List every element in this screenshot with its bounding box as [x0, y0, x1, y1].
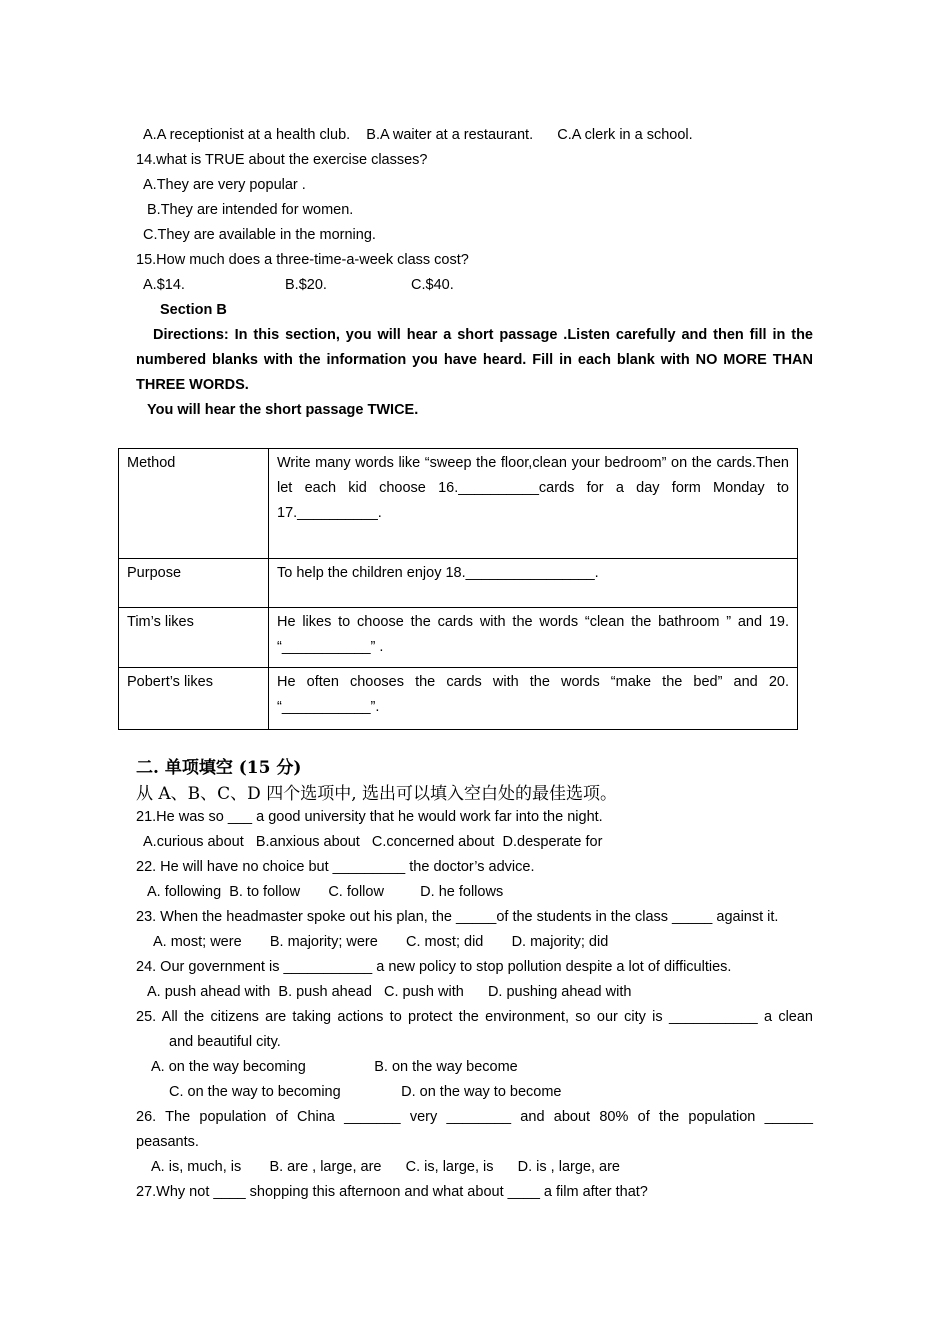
- q15-option-c: C.$40.: [411, 277, 454, 293]
- table-row: [119, 449, 798, 559]
- row-label-tim: Tim’s likes: [119, 608, 269, 668]
- q26-options: A. is, much, is B. are , large, are C. is, large, is D. is , large, are: [151, 1159, 620, 1175]
- row-content-method: Write many words like “sweep the floor,clean your bedroom” on the cards.Then let each kid choose 16.__________cards for a day form Monday to 17.__________.: [269, 449, 798, 559]
- row-label-pobert: Pobert’s likes: [119, 668, 269, 730]
- directions-line-1: Directions: In this section, you will hear a short passage .Listen carefully and then fill in the: [153, 327, 813, 343]
- q21-options: A.curious about B.anxious about C.concerned about D.desperate for: [143, 834, 603, 850]
- row-label-purpose: Purpose: [119, 559, 269, 608]
- table-row: [119, 668, 798, 730]
- q23-options: A. most; were B. majority; were C. most; did D. majority; did: [153, 934, 609, 950]
- table-row: [119, 608, 798, 668]
- q26-stem: 26. The population of China _______ very ________ and about 80% of the population ______: [136, 1109, 813, 1125]
- section-b-title: Section B: [160, 302, 227, 318]
- q27-stem: 27.Why not ____ shopping this afternoon and what about ____ a film after that?: [136, 1184, 648, 1200]
- row-label-method: Method: [119, 449, 269, 559]
- q25-options-1: A. on the way becoming B. on the way become: [151, 1059, 518, 1075]
- q21-stem: 21.He was so ___ a good university that he would work far into the night.: [136, 809, 603, 825]
- q15-option-b: B.$20.: [285, 277, 327, 293]
- row-content-tim: He likes to choose the cards with the words “clean the bathroom ” and 19. “___________” .: [269, 608, 798, 668]
- q13-options: A.A receptionist at a health club. B.A waiter at a restaurant. C.A clerk in a school.: [143, 127, 693, 143]
- q22-options: A. following B. to follow C. follow D. he follows: [147, 884, 504, 900]
- q23-stem: 23. When the headmaster spoke out his plan, the _____of the students in the class _____ against it.: [136, 909, 779, 925]
- directions-line-3: THREE WORDS.: [136, 377, 249, 393]
- q15-question: 15.How much does a three-time-a-week class cost?: [136, 252, 469, 268]
- q25-options-2: C. on the way to becoming D. on the way to become: [169, 1084, 562, 1100]
- listening-table: [118, 448, 798, 730]
- q14-question: 14.what is TRUE about the exercise classes?: [136, 152, 428, 168]
- q15-option-a: A.$14.: [143, 277, 185, 293]
- q22-stem: 22. He will have no choice but _________ the doctor’s advice.: [136, 859, 535, 875]
- row-content-purpose: To help the children enjoy 18.________________.: [269, 559, 798, 608]
- q14-option-b: B.They are intended for women.: [147, 202, 354, 218]
- part2-instruction: 从 A、B、C、D 四个选项中, 选出可以填入空白处的最佳选项。: [136, 784, 618, 804]
- q25-stem: 25. All the citizens are taking actions to protect the environment, so our city is ___________ a clean: [136, 1009, 813, 1025]
- table-row: [119, 559, 798, 608]
- q24-stem: 24. Our government is ___________ a new policy to stop pollution despite a lot of difficulties.: [136, 959, 732, 975]
- twice-note: You will hear the short passage TWICE.: [147, 402, 419, 418]
- row-content-pobert: He often chooses the cards with the words “make the bed” and 20. “___________”.: [269, 668, 798, 730]
- q14-option-c: C.They are available in the morning.: [143, 227, 376, 243]
- q25-stem-cont: and beautiful city.: [169, 1034, 281, 1050]
- q26-stem-cont: peasants.: [136, 1134, 199, 1150]
- part2-heading: 二. 单项填空 (15 分): [136, 758, 302, 778]
- q24-options: A. push ahead with B. push ahead C. push with D. pushing ahead with: [147, 984, 632, 1000]
- directions-line-2: numbered blanks with the information you have heard. Fill in each blank with NO MORE THAN: [136, 352, 813, 368]
- q14-option-a: A.They are very popular .: [143, 177, 306, 193]
